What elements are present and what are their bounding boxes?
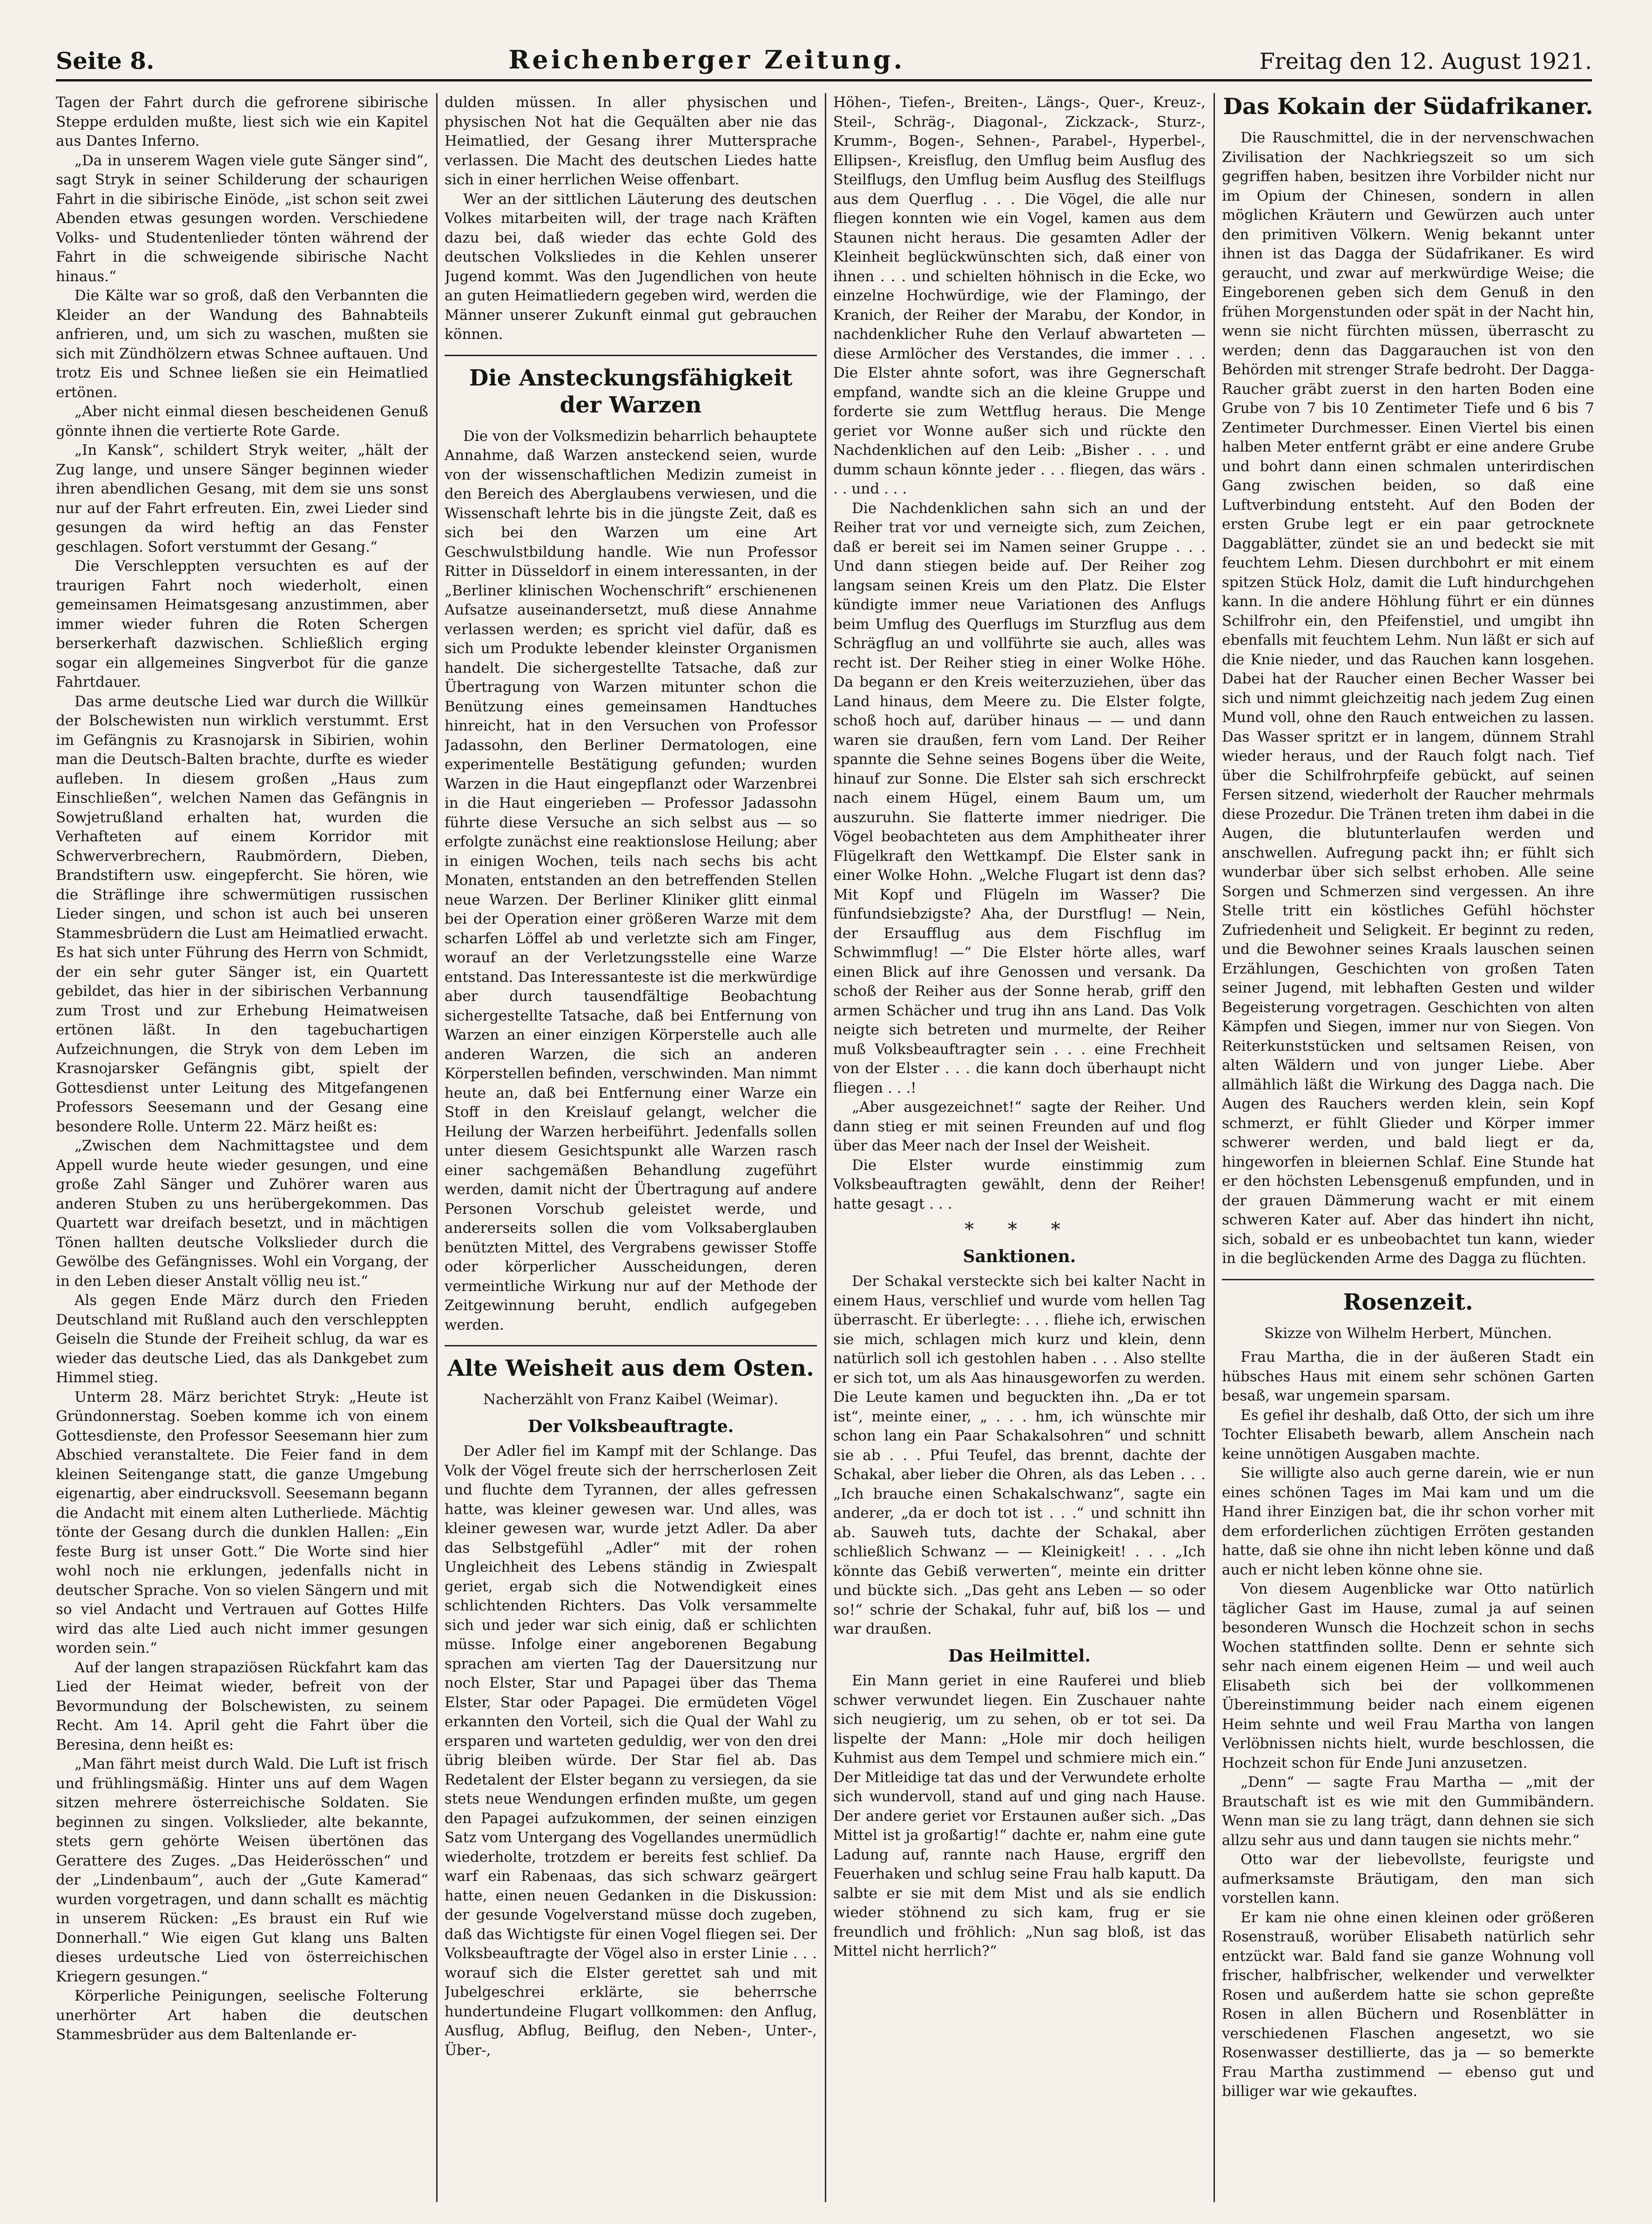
byline: Nacherzählt von Franz Kaibel (Weimar). xyxy=(483,1391,778,1408)
paragraph: Der Adler fiel im Kampf mit der Schlange. Das Volk der Vögel freute sich der herrscherlosen Zeit und fluchte dem Tyrannen, der alles gefressen hatte, was kleiner gewesen war. Und alles, was kleiner gewesen war, wurde jetzt Adler. Da aber das Selbstgefühl „Adler“ mit der rohen Ungleichheit des Lebens ständig in Zwiespalt geriet, ergab sich die Notwendigkeit eines schlichtenden Richters. Das Volk versammelte sich und jeder war sich einig, daß er schlichten müsse. Infolge einer angeborenen Begabung sprachen am vierten Tag der Dauersitzung nur noch Elster, Star und Papagei über das Thema Elster, Star oder Papagei. Die ermüdeten Vögel erkannten den Vorteil, sich die Qual der Wahl zu ersparen und warteten geduldig, wer von den drei übrig bleiben würde. Der Star fiel ab. Das Redetalent der Elster begann zu versiegen, da sie stets neue Wendungen erfinden mußte, um gegen den Papagei aufzukommen, der seinen einzigen Satz vom Untergang des Vogellandes unermüdlich wiederholte, trotzdem er bereits fest schlief. Da warf ein Rabenaas, das sich schwarz geärgert hatte, einen neuen Gedanken in die Diskussion: der gesunde Vogelverstand müsse doch zugeben, daß das Wichtigste für einen Vogel fliegen sei. Der Volksbeauftragte der Vögel also in erster Linie . . . worauf sich die Elster gerettet sah und mit Jubelgeschrei erklärte, sie beherrsche hundertundeine Flugart vollkommen: den Anflug, Ausflug, Abflug, Beiflug, den Neben-, Unter-, Über-, xyxy=(445,1443,817,2059)
paragraph: Der Schakal versteckte sich bei kalter Nacht in einem Haus, verschlief und wurde vom hellen Tag überrascht. Er überlegte: . . . fliehe ich, erwischen sie mich, schlagen mich kurz und klein, denn natürlich soll ich gestohlen haben . . . Also stellte er sich tot, um als Aas hinausgeworfen zu werden. Die Leute kamen und beguckten ihn. „Da er tot ist“, meinte einer, „ . . . hm, ich wünschte mir schon lang ein Paar Schakalsohren“ und schnitt sie ab . . . Pfui Teufel, das brennt, dachte der Schakal, aber lieber die Ohren, als das Leben . . . „Ich brauche einen Schakalschwanz“, sagte ein anderer, „da er doch tot ist . . .“ und schnitt ihn ab. Sauweh tuts, dachte der Schakal, aber schließlich Schwanz — — Kleinigkeit! . . . „Ich könnte das Gebiß verwerten“, meinte ein dritter und bückte sich. „Das geht ans Leben — so oder so!“ schrie der Schakal, fuhr auf, biß los — und war draußen. xyxy=(833,1273,1206,1637)
paragraph: Die von der Volksmedizin beharrlich behauptete Annahme, daß Warzen ansteckend seien, wurde von der wissenschaftlichen Medizin zumeist in den Bereich des Aberglaubens verwiesen, und die Wissenschaft lehrte bis in die jüngste Zeit, daß es sich bei den Warzen um eine Art Geschwulstbildung handle. Wie nun Professor Ritter in Düsseldorf in einem interessanten, in der „Berliner klinischen Wochenschrift“ erschienenen Aufsatze auseinandersetzt, muß diese Annahme verlassen werden; es spricht viel dafür, daß es sich um Produkte lebender kleinster Organismen handelt. Die sichergestellte Tatsache, daß zur Übertragung von Warzen mitunter schon die Benützung eines gemeinsamen Handtuches hinreicht, hat in den Versuchen von Professor Jadassohn, den Berliner Dermatologen, eine experimentelle Bestätigung gefunden; wurden Warzen in die Haut eingepflanzt oder Warzenbrei in die Haut eingerieben — Professor Jadassohn führte diese Versuche an sich selbst aus — so erfolgte zunächst eine reaktionslose Heilung; aber in einigen Wochen, teils nach sechs bis acht Monaten, entstanden an den betreffenden Stellen neue Warzen. Der Berliner Kliniker glitt einmal bei der Operation einer größeren Warze mit dem scharfen Löffel ab und verletzte sich am Finger, worauf an der Verletzungsstelle eine Warze entstand. Das Interessanteste ist die merkwürdige aber durch tausendfältige Beobachtung sichergestellte Tatsache, daß bei Entfernung von Warzen an einer einzigen Körperstelle auch alle anderen Warzen, die sich an anderen Körperstellen befinden, verschwinden. Man nimmt heute an, daß bei Entfernung einer Warze ein Stoff in den Kreislauf gelangt, welcher die Heilung der Warzen herbeiführt. Jedenfalls sollen unter diesem Gesichtspunkt alle Warzen rasch einer sachgemäßen Behandlung zugeführt werden, damit nicht der Übertragung auf andere Personen Vorschub geleistet werde, und andererseits sollen die vom Volksaberglauben benützten Mittel, des Vergrabens gewisser Stoffe oder körperlicher Ausscheidungen, deren vermeintliche Wirkung nur auf der Methode der Zeitgewinnung beruht, endlich aufgegeben werden. xyxy=(445,427,817,1333)
paragraph: Es gefiel ihr deshalb, daß Otto, der sich um ihre Tochter Elisabeth bewarb, allem Anschein nach keine unnötigen Ausgaben machte. xyxy=(1222,1406,1594,1462)
paragraph: Ein Mann geriet in eine Rauferei und blieb schwer verwundet liegen. Ein Zuschauer nahte sich neugierig, um zu sehen, ob er tot sei. Da lispelte der Mann: „Hole mir doch heiligen Kuhmist aus dem Tempel und schmiere mich ein.“ Der Mitleidige tat das und der Verwundete erholte sich wundervoll, stand auf und ging nach Hause. Der andere geriet vor Erstaunen außer sich. „Das Mittel ist ja großartig!“ dachte er, nahm eine gute Ladung auf, rannte nach Hause, ergriff den Feuerhaken und schlug seine Frau halb kaputt. Da salbte er sie mit dem Mist und als sie endlich wieder stöhnend zu sich kam, frug er sie freundlich und fröhlich: „Nun sag bloß, ist das Mittel nicht herrlich?“ xyxy=(833,1672,1206,1960)
paragraph: „Man fährt meist durch Wald. Die Luft ist frisch und frühlingsmäßig. Hinter uns auf dem Wagen sitzen mehrere österreichische Soldaten. Sie beginnen zu singen. Volkslieder, alte bekannte, stets gern gehörte Weisen übertönen das Gerattere des Zuges. „Das Heiderösschen“ und der „Lindenbaum“, auch der „Gute Kamerad“ wurden vorgetragen, und dann schallt es mächtig in unserem Rücken: „Es braust ein Ruf wie Donnerhall.“ Wie eigen Gut klang uns Balten dieses urdeutsche Lied von österreichischen Kriegern gesungen.“ xyxy=(56,1756,428,1985)
issue-date: Freitag den 12. August 1921. xyxy=(1259,48,1592,74)
paragraph: Otto war der liebevollste, feurigste und aufmerksamste Bräutigam, den man sich vorstellen kann. xyxy=(1222,1851,1594,1906)
paragraph: „Da in unserem Wagen viele gute Sänger sind“, sagt Stryk in seiner Schilderung der schaurigen Fahrt in die sibirische Einöde, „ist schon seit zwei Abenden etwas gesungen worden. Verschiedene Volks- und Studentenlieder tönten während der Fahrt in die schweigende sibirische Nacht hinaus.“ xyxy=(56,152,428,285)
page-number: Seite 8. xyxy=(56,47,155,74)
paragraph: Höhen-, Tiefen-, Breiten-, Längs-, Quer-, Kreuz-, Steil-, Schräg-, Diagonal-, Zickzack-, Sturz-, Krumm-, Bogen-, Sehnen-, Parabel-, Hyperbel-, Ellipsen-, Kreisflug, den Umflug beim Ausflug des Steilflugs, den Umflug beim Ausflug des Steilflugs aus dem Querflug . . . Die Vögel, die alle nur fliegen konnten wie ein Vogel, kamen aus dem Staunen nicht heraus. Die gesamten Adler der Kleinheit beglückwünschten sich, daß einer von ihnen . . . und schielten höhnisch in die Ecke, wo einzelne Hochwürdige, wie der Flamingo, der Kranich, der Reiher der Marabu, der Kondor, in nachdenklicher Ruhe den Verlauf abwarteten — diese Armlöcher des Verstandes, die immer . . . Die Elster ahnte sofort, was ihre Gegnerschaft empfand, wandte sich an die kleine Gruppe und forderte sie zum Wettflug heraus. Die Menge geriet vor Wonne außer sich und rückte den Nachdenklichen auf den Leib: „Bisher . . . und dumm schaun könnte jeder . . . fliegen, das wärs . . . und . . . xyxy=(833,94,1206,497)
paragraph: dulden müssen. In aller physischen und physischen Not hat die Gequälten aber nie das Heimatlied, der Gesang ihrer Muttersprache verlassen. Die Macht des deutschen Liedes hatte sich in einer herrlichen Weise offenbart. xyxy=(445,94,817,188)
paragraph: „Zwischen dem Nachmittagstee und dem Appell wurde heute wieder gesungen, und eine große Zahl Sänger und Zuhörer waren aus anderen Stuben zu uns herübergekommen. Das Quartett war dreifach besetzt, und in mächtigen Tönen hallten deutsche Volkslieder durch die Gewölbe des Gefängnisses. Wohl ein Vorgang, der in den Leben dieser Anstalt völlig neu ist.“ xyxy=(56,1137,428,1290)
paragraph: Die Verschleppten versuchten es auf der traurigen Fahrt noch wiederholt, einen gemeinsamen Heimatsgesang anzustimmen, aber immer wieder fuhren die Roten Schergen berserkerhaft dazwischen. Schließlich erging sogar ein allgemeines Singverbot für die ganze Fahrtdauer. xyxy=(56,558,428,690)
paragraph: Körperliche Peinigungen, seelische Folterung unerhörter Art haben die deutschen Stammesbrüder aus dem Baltenlande er- xyxy=(56,1987,428,2043)
paragraph: Tagen der Fahrt durch die gefrorene sibirische Steppe erdulden mußte, liest sich wie ein Kapitel aus Dantes Inferno. xyxy=(56,94,428,149)
paragraph: „Denn“ — sagte Frau Martha — „mit der Brautschaft ist es wie mit den Gummibändern. Wenn man sie zu lang trägt, dann dehnen sie sich allzu sehr aus und dann taugen sie nichts mehr.“ xyxy=(1222,1774,1594,1849)
section-divider: * * * xyxy=(964,1219,1074,1240)
paragraph: Von diesem Augenblicke war Otto natürlich täglicher Gast im Hause, zumal ja auf seinen besonderen Wunsch die Hochzeit schon in sechs Wochen stattfinden sollte. Denn er sehnte sich sehr nach einem eigenen Heim — und weil auch Elisabeth sich bei der vollkommenen Übereinstimmung beider nach einem eigenen Heim sehnte und weil Frau Martha von langen Verlöbnissen nichts hielt, wurde beschlossen, die Hochzeit schon für Ende Juni anzusetzen. xyxy=(1222,1581,1594,1771)
paragraph: Sie willigte also auch gerne darein, wie er nun eines schönen Tages im Mai kam und um die Hand ihrer Einzigen bat, die ihr schon vorher mit dem erforderlichen züchtigen Erröten gestanden hatte, daß sie ohne ihn nicht leben könne und daß auch er nicht leben könne ohne sie. xyxy=(1222,1465,1594,1578)
paragraph: Auf der langen strapaziösen Rückfahrt kam das Lied der Heimat wieder, befreit von der Bevormundung der Bolschewisten, zu seinem Recht. Am 14. April geht die Fahrt über die Beresina, denn heißt es: xyxy=(56,1659,428,1753)
paragraph: Die Elster wurde einstimmig zum Volksbeauftragten gewählt, denn der Reiher! hatte gesagt . . . xyxy=(833,1156,1206,1212)
article-subheading: Der Volksbeauftragte. xyxy=(527,1416,734,1436)
paragraph: Als gegen Ende März durch den Frieden Deutschland mit Rußland auch den verschleppten Geiseln die Stunde der Freiheit schlug, da war es wieder das deutsche Lied, das als Dankgebet zum Himmel stieg. xyxy=(56,1292,428,1386)
paragraph: Unterm 28. März berichtet Stryk: „Heute ist Gründonnerstag. Soeben komme ich von einem Gottesdienste, den Professor Seesemann hier zum Abschied veranstaltete. Die Feier fand in dem kleinen Seitengange statt, die ganze Umgebung eigenartig, aber eindrucksvoll. Seesemann begann die Andacht mit einem alten Lutherliede. Mächtig tönte der Gesang durch die dunklen Hallen: „Ein feste Burg ist unser Gott.“ Die Worte sind hier wohl noch nie erklungen, jedenfalls nicht in deutscher Sprache. Von so vielen Sängern und mit so viel Andacht und Vertrauen auf Gottes Hilfe wird das alte Lied auch nicht immer gesungen worden sein.“ xyxy=(56,1388,428,1656)
paragraph: Das arme deutsche Lied war durch die Willkür der Bolschewisten nun wirklich verstummt. Erst im Gefängnis zu Krasnojarsk in Sibirien, wohin man die Deutsch-Balten brachte, durfte es wieder aufleben. In diesem großen „Haus zum Einschließen“, welchen Namen das Gefängnis in Sowjetrußland erhalten hat, wurden die Verhafteten auf einem Korridor mit Schwerverbrechern, Raubmördern, Dieben, Brandstiftern usw. eingepfercht. Sie hören, wie die Sträflinge ihre schwermütigen russischen Lieder singen, und schon ist auch bei unseren Stammesbrüdern die Lust am Heimatlied erwacht. Es hat sich unter Führung des Herrn von Schmidt, der ein sehr guter Sänger ist, ein Quartett gebildet, das hier in der sibirischen Verbannung zum Trost und zur Erhebung Heimatweisen ertönen läßt. In den tagebuchartigen Aufzeichnungen, die Stryk von dem Leben im Krasnojarsker Gefängnis gibt, spielt der Gottesdienst unter Leitung des Mitgefangenen Professors Seesemann und der Gesang eine besondere Rolle. Unterm 22. März heißt es: xyxy=(56,693,428,1135)
paragraph: „In Kansk“, schildert Stryk weiter, „hält der Zug lange, und unsere Sänger beginnen wieder ihren abendlichen Gesang, mit dem sie uns sonst nur auf der Fahrt erfreuten. Ein, zwei Lieder sind gesungen da wird heftig an das Fenster geschlagen. Sofort verstummt der Gesang.“ xyxy=(56,442,428,555)
column-3 xyxy=(833,93,1206,2202)
paragraph: Er kam nie ohne einen kleinen oder größeren Rosenstrauß, worüber Elisabeth natürlich sehr entzückt war. Bald fand sie ganze Wohnung voll frischer, halbfrischer, welkender und verwelkter Rosen und außerdem hatte sie schon gepreßte Rosen in allen Büchern und Rosenblätter in verschiedenen Flaschen angesetzt, wo sie Rosenwasser destillierte, das ja — so bemerkte Frau Martha zustimmend — ebenso gut und billiger war wie gekauftes. xyxy=(1222,1909,1594,2100)
article-heading: Das Kokain der Südafrikaner. xyxy=(1223,94,1593,120)
paragraph: „Aber ausgezeichnet!“ sagte der Reiher. Und dann stieg er mit seinen Freunden auf und flog über das Meer nach der Insel der Weisheit. xyxy=(833,1099,1206,1154)
paragraph: Die Rauschmittel, die in der nervenschwachen Zivilisation der Nachkriegszeit so um sich gegriffen haben, besitzen ihre Vorbilder nicht nur im Opium der Chinesen, sondern in allen möglichen Kräutern und Gewürzen auch unter den primitiven Völkern. Wenig bekannt unter ihnen ist das Dagga der Südafrikaner. Es wird geraucht, und zwar auf merkwürdige Weise; die Eingeborenen geben sich dem Genuß in den frühen Morgenstunden oder spät in der Nacht hin, wenn sie nicht fürchten müssen, überrascht zu werden; denn das Daggarauchen ist von den Behörden mit strenger Strafe bedroht. Der Dagga-Raucher gräbt zuerst in den harten Boden eine Grube von 7 bis 10 Zentimeter Tiefe und 6 bis 7 Zentimeter Durchmesser. Einen Viertel bis einen halben Meter entfernt gräbt er eine andere Grube und bohrt dann einen schmalen unterirdischen Gang zwischen beiden, so daß eine Luftverbindung entsteht. Auf den Boden der ersten Grube legt er ein paar getrocknete Daggablätter, zündet sie an und bedeckt sie mit feuchtem Lehm. Diesen durchbohrt er mit einem spitzen Stück Holz, damit die Luft hindurchgehen kann. In die andere Höhlung führt er ein dünnes Schilfrohr ein, den Pfeifenstiel, und umgibt ihn ebenfalls mit feuchtem Lehm. Nun läßt er sich auf die Knie nieder, und das Rauchen kann losgehen. Dabei hat der Raucher einen Becher Wasser bei sich und nimmt gleichzeitig nach jedem Zug einen Mund voll, ohne den Rauch entweichen zu lassen. Das Wasser spritzt er in langem, dünnem Strahl wieder heraus, und der Rauch folgt nach. Tief über die Schilfrohrpfeife gebückt, auf seinen Fersen sitzend, wiederholt der Raucher mehrmals diese Prozedur. Die Tränen treten ihm dabei in die Augen, die blutunterlaufen werden und anschwellen. Aufregung packt ihn; er fühlt sich wunderbar über sich selbst erhoben. Alle seine Sorgen und Schmerzen sind vergessen. An ihre Stelle tritt ein köstliches Gefühl höchster Zufriedenheit und Seligkeit. Er beginnt zu reden, und die Bewohner seines Kraals lauschen seinen Erzählungen, Geschichten von großen Taten seiner Jugend, mit lebhaften Gesten und wilder Begeisterung vorgetragen. Geschichten von alten Kämpfen und Siegen, immer nur von Siegen. Von Reiterkunststücken und seltsamen Reisen, von alten Wäldern und von junger Liebe. Aber allmählich läßt die Wirkung des Dagga nach. Die Augen des Rauchers werden klein, sein Kopf schmerzt, er fühlt Glieder und Körper immer schwerer werden, und bald liegt er da, hingeworfen in bleiernen Schlaf. Eine Stunde hat er den höchsten Lebensgenuß empfunden, und in der grauen Dämmerung wacht er mit einem schweren Kater auf. Aber das hindert ihn nicht, sich, sobald er es unbeobachtet tun kann, wieder in die beglückenden Arme des Dagga zu flüchten. xyxy=(1222,129,1594,1267)
article-heading: Rosenzeit. xyxy=(1222,1279,1594,1316)
column-rule xyxy=(1214,93,1215,2202)
column-rule xyxy=(436,93,438,2202)
paragraph: Die Kälte war so groß, daß den Verbannten die Kleider an der Wandung des Bahnabteils anfrieren, und, um sich zu waschen, mußten sie sich mit Zündhölzern etwas Schnee auftauen. Und trotz Eis und Schnee ließen sie ein Heimatlied ertönen. xyxy=(56,287,428,401)
column-1 xyxy=(56,93,428,2202)
column-rule xyxy=(825,93,826,2202)
paragraph: Frau Martha, die in der äußeren Stadt ein hübsches Haus mit einem sehr schönen Garten besaß, war ungemein sparsam. xyxy=(1222,1349,1594,1404)
paragraph: Wer an der sittlichen Läuterung des deutschen Volkes mitarbeiten will, der trage nach Kräften dazu bei, daß wieder das echte Gold des deutschen Volksliedes in die Kehlen unserer Jugend kommt. Was den Jugendlichen von heute an guten Heimatliedern gegeben wird, werden die Männer unserer Zukunft einmal gut gebrauchen können. xyxy=(445,190,817,343)
article-subheading: Sanktionen. xyxy=(963,1246,1076,1266)
article-heading: Alte Weisheit aus dem Osten. xyxy=(445,1345,817,1382)
paragraph: „Aber nicht einmal diesen bescheidenen Genuß gönnte ihnen die vertierte Rote Garde. xyxy=(56,403,428,439)
article-subheading: Das Heilmittel. xyxy=(948,1646,1091,1666)
newspaper-title: Reichenberger Zeitung. xyxy=(508,45,905,74)
byline: Skizze von Wilhelm Herbert, München. xyxy=(1264,1325,1552,1342)
column-2 xyxy=(445,93,817,2202)
paragraph: Die Nachdenklichen sahn sich an und der Reiher trat vor und verneigte sich, zum Zeichen, daß er bereit sei im Namen seiner Gruppe . . . Und dann stiegen beide auf. Der Reiher zog langsam seinen Kreis um den Platz. Die Elster kündigte immer neue Variationen des Anflugs beim Umflug des Querflugs im Sturzflug aus dem Schrägflug an und vollführte sie auch, alles was recht ist. Der Reiher stieg in einer Wolke Höhe. Da begann er den Kreis weiterzuziehen, über das Land hinaus, dem Meere zu. Die Elster folgte, schoß hoch auf, darüber hinaus — — und dann waren sie draußen, fern vom Land. Der Reiher spannte die Sehne seines Bogens über die Weite, hinauf zur Sonne. Die Elster sah sich erschreckt nach einem Hügel, einem Baum um, um auszuruhn. Sie flatterte immer niedriger. Die Vögel beobachteten aus dem Amphitheater ihrer Flügelkraft den Wettkampf. Die Elster sank in einer Wolke Hohn. „Welche Flugart ist denn das? Mit Kopf und Flügeln im Wasser? Die fünfundsiebzigste? Aha, der Durstflug! — Nein, der Ersaufflug aus dem Fischflug im Schwimmflug! —“ Die Elster hörte alles, warf einen Blick auf ihre Genossen und versank. Da schoß der Reiher aus der Sonne herab, griff den armen Schächer und trug ihn ans Land. Das Volk neigte sich betreten und murmelte, der Reiher muß Volksbeauftragter sein . . . eine Frechheit von der Elster . . . die kann doch überhaupt nicht fliegen . . .! xyxy=(833,500,1206,1096)
column-4 xyxy=(1222,93,1594,2202)
masthead xyxy=(56,42,1592,81)
article-heading: Die Ansteckungsfähigkeit der Warzen xyxy=(445,355,817,419)
